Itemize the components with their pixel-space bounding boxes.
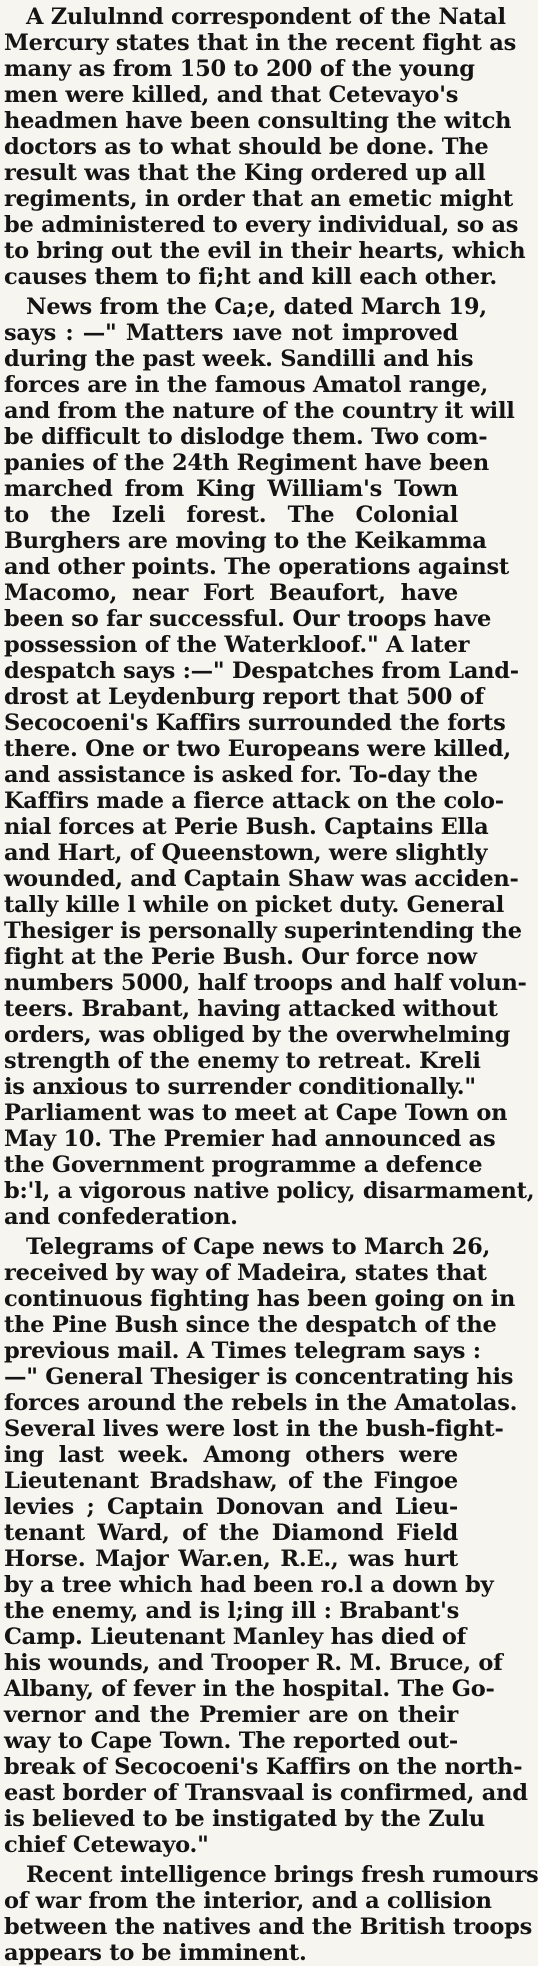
text-line: by a tree which had been ro.l a down by — [4, 1572, 494, 1598]
text-line: been so far successful. Our troops have — [4, 606, 492, 632]
text-line: be difficult to dislodge them. Two com- — [4, 424, 488, 450]
text-line: teers. Brabant, having attacked without — [4, 996, 498, 1022]
text-line: Mercury states that in the recent fight as — [4, 30, 516, 56]
text-line: appears to be imminent. — [4, 1940, 307, 1966]
text-line: to bring out the evil in their hearts, which — [4, 238, 526, 264]
text-line: Several lives were lost in the bush-fight- — [4, 1416, 504, 1442]
text-line: and from the nature of the country it will — [4, 398, 515, 424]
text-line: is believed to be instigated by the Zulu — [4, 1806, 485, 1832]
text-line: Albany, of fever in the hospital. The Go- — [4, 1676, 495, 1702]
article-paragraph — [4, 294, 535, 1230]
text-line: during the past week. Sandilli and his — [4, 346, 474, 372]
text-line: Telegrams of Cape news to March 26, — [26, 1234, 491, 1260]
text-line: Horse. Major War.en, R.E., was hurt — [4, 1546, 458, 1572]
text-line: tenant Ward, of the Diamond Field — [4, 1520, 458, 1546]
text-line: his wounds, and Trooper R. M. Bruce, of — [4, 1650, 503, 1676]
text-line: says : —" Matters ıave not improved — [4, 320, 458, 346]
text-line: Secocoeni's Kaffirs surrounded the forts — [4, 710, 506, 736]
text-line: May 10. The Premier had announced as — [4, 1126, 496, 1152]
text-line: Recent intelligence brings fresh rumours — [26, 1862, 538, 1888]
text-line: —" General Thesiger is concentrating his — [4, 1364, 514, 1390]
text-line: the Pine Bush since the despatch of the — [4, 1312, 497, 1338]
text-line: Macomo, near Fort Beaufort, have — [4, 580, 458, 606]
text-line: strength of the enemy to retreat. Kreli — [4, 1048, 481, 1074]
text-line: and confederation. — [4, 1204, 238, 1230]
article-paragraph — [4, 1862, 538, 1966]
text-line: levies ; Captain Donovan and Lieu- — [4, 1494, 458, 1520]
text-line: possession of the Waterkloof." A later — [4, 632, 470, 658]
text-line: fight at the Perie Bush. Our force now — [4, 944, 477, 970]
text-line: A Zululnnd correspondent of the Natal — [26, 4, 506, 30]
text-line: many as from 150 to 200 of the young — [4, 56, 475, 82]
text-line: continuous fighting has been going on in — [4, 1286, 516, 1312]
text-line: of war from the interior, and a collision — [4, 1888, 492, 1914]
text-line: wounded, and Captain Shaw was acciden- — [4, 866, 519, 892]
text-line: and assistance is asked for. To-day the — [4, 762, 478, 788]
text-line: nial forces at Perie Bush. Captains Ella — [4, 814, 489, 840]
text-line: panies of the 24th Regiment have been — [4, 450, 489, 476]
article-paragraph — [4, 1234, 528, 1858]
text-line: despatch says :—" Despatches from Land- — [4, 658, 519, 684]
text-line: headmen have been consulting the witch — [4, 108, 512, 134]
text-line: be administered to every individual, so as — [4, 212, 519, 238]
text-line: between the natives and the British troops — [4, 1914, 533, 1940]
text-line: Camp. Lieutenant Manley has died of — [4, 1624, 467, 1650]
text-line: Parliament was to meet at Cape Town on — [4, 1100, 508, 1126]
text-line: b:'l, a vigorous native policy, disarmament, — [4, 1178, 535, 1204]
article-paragraph — [4, 4, 526, 290]
text-line: ing last week. Among others were — [4, 1442, 458, 1468]
text-line: there. One or two Europeans were killed, — [4, 736, 511, 762]
text-line: chief Cetewayo." — [4, 1832, 209, 1858]
text-line: marched from King William's Town — [4, 476, 458, 502]
text-line: the Government programme a defence — [4, 1152, 483, 1178]
text-line: drost at Leydenburg report that 500 of — [4, 684, 484, 710]
text-line: Burghers are moving to the Keikamma — [4, 528, 487, 554]
text-line: the enemy, and is l;ing ill : Brabant's — [4, 1598, 460, 1624]
text-line: numbers 5000, half troops and half volun- — [4, 970, 527, 996]
text-line: to the Izeli forest. The Colonial — [4, 502, 458, 528]
text-line: result was that the King ordered up all — [4, 160, 486, 186]
text-line: regiments, in order that an emetic might — [4, 186, 514, 212]
text-line: forces around the rebels in the Amatolas. — [4, 1390, 518, 1416]
text-line: previous mail. A Times telegram says : — [4, 1338, 481, 1364]
text-line: orders, was obliged by the overwhelming — [4, 1022, 511, 1048]
text-line: and other points. The operations against — [4, 554, 510, 580]
text-line: forces are in the famous Amatol range, — [4, 372, 489, 398]
text-line: Lieutenant Bradshaw, of the Fingoe — [4, 1468, 458, 1494]
text-line: Kaffirs made a fierce attack on the colo- — [4, 788, 504, 814]
text-line: causes them to fi;ht and kill each other. — [4, 264, 497, 290]
text-line: vernor and the Premier are on their — [4, 1702, 458, 1728]
text-line: men were killed, and that Cetevayo's — [4, 82, 459, 108]
text-line: Thesiger is personally superintending the — [4, 918, 522, 944]
text-line: tally kille l while on picket duty. General — [4, 892, 505, 918]
text-line: way to Cape Town. The reported out- — [4, 1728, 458, 1754]
text-line: break of Secocoeni's Kaffirs on the north- — [4, 1754, 523, 1780]
text-line: east border of Transvaal is confirmed, and — [4, 1780, 528, 1806]
text-line: doctors as to what should be done. The — [4, 134, 489, 160]
text-line: received by way of Madeira, states that — [4, 1260, 487, 1286]
text-line: News from the Ca;e, dated March 19, — [26, 294, 487, 320]
text-line: and Hart, of Queenstown, were slightly — [4, 840, 488, 866]
text-line: is anxious to surrender conditionally." — [4, 1074, 476, 1100]
